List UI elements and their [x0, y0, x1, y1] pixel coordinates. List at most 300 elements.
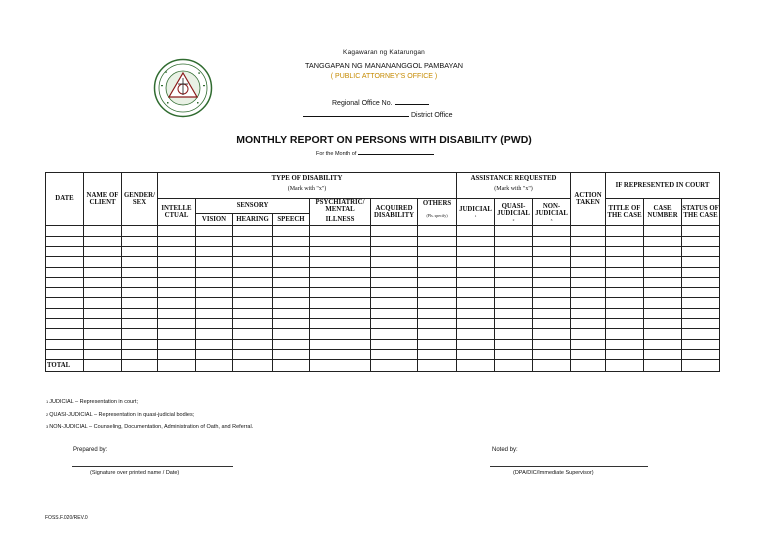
- regional-office-field[interactable]: [332, 98, 429, 107]
- table-row: [46, 277, 720, 287]
- table-cell[interactable]: [196, 339, 233, 349]
- table-row: [46, 329, 720, 339]
- table-row: [46, 298, 720, 308]
- assistance-requested-label: ASSISTANCE REQUESTED: [470, 175, 557, 182]
- table-cell[interactable]: [495, 267, 533, 277]
- table-cell[interactable]: [46, 226, 84, 236]
- table-cell[interactable]: [196, 318, 233, 328]
- col-group-if-represented: IF REPRESENTED IN COURT: [606, 173, 720, 199]
- table-cell[interactable]: [310, 226, 371, 236]
- table-cell[interactable]: [533, 349, 571, 359]
- table-cell[interactable]: [122, 318, 158, 328]
- col-case-number: CASE NUMBER: [644, 199, 682, 226]
- non-judicial-label: NON- JUDICIAL: [535, 202, 568, 218]
- table-cell[interactable]: [273, 288, 310, 298]
- table-cell[interactable]: [418, 308, 457, 318]
- table-cell[interactable]: [84, 288, 122, 298]
- office-name: ( PUBLIC ATTORNEY'S OFFICE ): [330, 73, 438, 80]
- prepared-by-caption: (Signature over printed name / Date): [90, 470, 180, 476]
- noted-by-label: Noted by:: [492, 447, 518, 453]
- table-cell[interactable]: [533, 267, 571, 277]
- table-cell[interactable]: [457, 257, 495, 267]
- table-cell[interactable]: [495, 318, 533, 328]
- table-cell[interactable]: [158, 288, 196, 298]
- total-cell[interactable]: [196, 360, 233, 372]
- table-cell[interactable]: [273, 349, 310, 359]
- table-cell[interactable]: [571, 257, 606, 267]
- footnote-number: 2: [46, 411, 49, 417]
- table-cell[interactable]: [457, 277, 495, 287]
- others-note: (Pls. specify): [426, 213, 448, 219]
- table-cell[interactable]: [571, 349, 606, 359]
- table-cell[interactable]: [495, 298, 533, 308]
- agency-name: TANGGAPAN NG MANANANGGOL PAMBAYAN: [305, 61, 463, 70]
- table-cell[interactable]: [122, 257, 158, 267]
- table-cell[interactable]: [371, 257, 418, 267]
- table-cell[interactable]: [682, 236, 720, 246]
- table-cell[interactable]: [84, 308, 122, 318]
- table-cell[interactable]: [273, 329, 310, 339]
- table-cell[interactable]: [606, 339, 644, 349]
- table-cell[interactable]: [371, 329, 418, 339]
- table-cell[interactable]: [682, 246, 720, 256]
- month-field[interactable]: [316, 150, 434, 157]
- col-date: DATE: [46, 173, 84, 226]
- table-cell[interactable]: [122, 246, 158, 256]
- table-cell[interactable]: [606, 267, 644, 277]
- table-cell[interactable]: [644, 277, 682, 287]
- form-code: FOSS.F.020/REV.0: [45, 515, 88, 521]
- table-cell[interactable]: [644, 226, 682, 236]
- table-cell[interactable]: [310, 329, 371, 339]
- judicial-footnote-mark: 1: [474, 213, 477, 218]
- table-cell[interactable]: [371, 298, 418, 308]
- table-cell[interactable]: [371, 288, 418, 298]
- table-cell[interactable]: [495, 329, 533, 339]
- table-cell[interactable]: [644, 329, 682, 339]
- table-cell[interactable]: [533, 236, 571, 246]
- table-cell[interactable]: [682, 318, 720, 328]
- table-cell[interactable]: [682, 329, 720, 339]
- table-cell[interactable]: [371, 267, 418, 277]
- district-office-field[interactable]: [303, 110, 453, 119]
- table-cell[interactable]: [273, 308, 310, 318]
- footnote-text: NON-JUDICIAL – Counseling, Documentation, Administration of Oath, and Referral.: [49, 424, 254, 431]
- month-blank[interactable]: [358, 150, 434, 155]
- table-cell[interactable]: [122, 288, 158, 298]
- table-cell[interactable]: [495, 246, 533, 256]
- table-cell[interactable]: [122, 277, 158, 287]
- table-cell[interactable]: [682, 298, 720, 308]
- table-cell[interactable]: [310, 318, 371, 328]
- table-cell[interactable]: [196, 246, 233, 256]
- table-cell[interactable]: [495, 349, 533, 359]
- table-cell[interactable]: [533, 318, 571, 328]
- prepared-by-signature-line[interactable]: [72, 466, 233, 467]
- total-cell[interactable]: [273, 360, 310, 372]
- table-cell[interactable]: [46, 288, 84, 298]
- table-cell[interactable]: [158, 339, 196, 349]
- table-cell[interactable]: [606, 349, 644, 359]
- table-cell[interactable]: [273, 257, 310, 267]
- table-row: [46, 339, 720, 349]
- table-body: [46, 226, 720, 360]
- table-cell[interactable]: [84, 236, 122, 246]
- noted-by-signature-line[interactable]: [490, 466, 648, 467]
- psychiatric-mental-label: PSYCHIATRIC/ MENTAL: [315, 199, 365, 214]
- table-cell[interactable]: [371, 349, 418, 359]
- table-cell[interactable]: [46, 329, 84, 339]
- pwd-report-table: [45, 172, 720, 372]
- table-cell[interactable]: [233, 339, 273, 349]
- table-cell[interactable]: [158, 246, 196, 256]
- table-row: [46, 349, 720, 359]
- total-cell[interactable]: [571, 360, 606, 372]
- table-cell[interactable]: [273, 339, 310, 349]
- table-cell[interactable]: [371, 246, 418, 256]
- table-cell[interactable]: [196, 236, 233, 246]
- table-cell[interactable]: [233, 298, 273, 308]
- table-cell[interactable]: [310, 349, 371, 359]
- month-label: For the Month of: [316, 151, 357, 157]
- district-office-label: District Office: [411, 112, 453, 119]
- table-cell[interactable]: [606, 246, 644, 256]
- table-cell[interactable]: [682, 308, 720, 318]
- district-office-blank[interactable]: [303, 110, 409, 117]
- table-cell[interactable]: [533, 257, 571, 267]
- table-cell[interactable]: [571, 329, 606, 339]
- table-cell[interactable]: [457, 339, 495, 349]
- table-cell[interactable]: [682, 288, 720, 298]
- table-cell[interactable]: [571, 308, 606, 318]
- table-cell[interactable]: [418, 288, 457, 298]
- table-cell[interactable]: [495, 257, 533, 267]
- table-cell[interactable]: [418, 226, 457, 236]
- table-cell[interactable]: [644, 318, 682, 328]
- table-cell[interactable]: [495, 339, 533, 349]
- table-cell[interactable]: [273, 246, 310, 256]
- table-cell[interactable]: [418, 246, 457, 256]
- table-row: [46, 318, 720, 328]
- table-cell[interactable]: [310, 246, 371, 256]
- col-group-type-of-disability: [158, 173, 457, 199]
- prepared-by-label: Prepared by:: [73, 447, 108, 453]
- table-cell[interactable]: [533, 329, 571, 339]
- table-cell[interactable]: [196, 226, 233, 236]
- table-cell[interactable]: [122, 339, 158, 349]
- table-cell[interactable]: [46, 246, 84, 256]
- table-cell[interactable]: [533, 308, 571, 318]
- table-cell[interactable]: [196, 329, 233, 339]
- table-cell[interactable]: [457, 308, 495, 318]
- total-cell[interactable]: [371, 360, 418, 372]
- total-cell[interactable]: [533, 360, 571, 372]
- footnotes: [46, 396, 253, 434]
- col-vision: VISION: [196, 214, 233, 226]
- total-cell[interactable]: [495, 360, 533, 372]
- table-cell[interactable]: [606, 257, 644, 267]
- table-cell[interactable]: [571, 288, 606, 298]
- table-cell[interactable]: [84, 277, 122, 287]
- table-cell[interactable]: [46, 308, 84, 318]
- table-cell[interactable]: [644, 246, 682, 256]
- table-cell[interactable]: [84, 267, 122, 277]
- table-cell[interactable]: [606, 236, 644, 246]
- table-cell[interactable]: [273, 298, 310, 308]
- table-cell[interactable]: [682, 257, 720, 267]
- table-cell[interactable]: [84, 298, 122, 308]
- table-cell[interactable]: [273, 277, 310, 287]
- regional-office-label: Regional Office No.: [332, 100, 393, 107]
- table-cell[interactable]: [273, 236, 310, 246]
- total-cell[interactable]: [158, 360, 196, 372]
- table-cell[interactable]: [457, 318, 495, 328]
- table-cell[interactable]: [457, 288, 495, 298]
- col-intellectual: INTELLE CTUAL: [158, 199, 196, 226]
- table-cell[interactable]: [682, 349, 720, 359]
- noted-by-caption: (DPA/DIC/Immediate Supervisor): [513, 470, 594, 476]
- report-title: MONTHLY REPORT ON PERSONS WITH DISABILITY (PWD): [236, 134, 532, 146]
- table-cell[interactable]: [533, 288, 571, 298]
- table-cell[interactable]: [46, 267, 84, 277]
- table-cell[interactable]: [122, 349, 158, 359]
- table-cell[interactable]: [371, 318, 418, 328]
- table-cell[interactable]: [233, 308, 273, 318]
- table-cell[interactable]: [233, 288, 273, 298]
- table-cell[interactable]: [644, 339, 682, 349]
- table-cell[interactable]: [233, 226, 273, 236]
- total-cell[interactable]: [644, 360, 682, 372]
- table-cell[interactable]: [571, 226, 606, 236]
- table-cell[interactable]: [158, 308, 196, 318]
- table-cell[interactable]: [457, 246, 495, 256]
- table-cell[interactable]: [84, 339, 122, 349]
- table-cell[interactable]: [571, 246, 606, 256]
- col-judicial: [457, 199, 495, 226]
- table-cell[interactable]: [158, 329, 196, 339]
- col-group-sensory: SENSORY: [196, 199, 310, 214]
- table-cell[interactable]: [310, 267, 371, 277]
- table-cell[interactable]: [233, 246, 273, 256]
- total-cell[interactable]: [84, 360, 122, 372]
- table-cell[interactable]: [533, 277, 571, 287]
- table-cell[interactable]: [233, 329, 273, 339]
- table-cell[interactable]: [606, 329, 644, 339]
- type-of-disability-label: TYPE OF DISABILITY: [271, 175, 343, 182]
- table-cell[interactable]: [196, 267, 233, 277]
- table-cell[interactable]: [371, 226, 418, 236]
- table-cell[interactable]: [233, 236, 273, 246]
- table-cell[interactable]: [84, 349, 122, 359]
- table-cell[interactable]: [158, 267, 196, 277]
- table-cell[interactable]: [418, 318, 457, 328]
- table-cell[interactable]: [644, 298, 682, 308]
- col-psychiatric-mental: [310, 199, 371, 214]
- table-cell[interactable]: [233, 257, 273, 267]
- col-quasi-judicial: [495, 199, 533, 226]
- table-cell[interactable]: [273, 226, 310, 236]
- table-cell[interactable]: [644, 308, 682, 318]
- table-cell[interactable]: [606, 298, 644, 308]
- table-cell[interactable]: [196, 257, 233, 267]
- table-cell[interactable]: [418, 257, 457, 267]
- table-cell[interactable]: [682, 277, 720, 287]
- total-cell[interactable]: [457, 360, 495, 372]
- table-cell[interactable]: [418, 349, 457, 359]
- table-cell[interactable]: [196, 277, 233, 287]
- table-cell[interactable]: [418, 298, 457, 308]
- table-cell[interactable]: [371, 339, 418, 349]
- table-cell[interactable]: [84, 246, 122, 256]
- table-cell[interactable]: [46, 318, 84, 328]
- table-cell[interactable]: [84, 329, 122, 339]
- regional-office-blank[interactable]: [395, 98, 429, 105]
- table-cell[interactable]: [46, 257, 84, 267]
- table-cell[interactable]: [571, 339, 606, 349]
- table-cell[interactable]: [196, 349, 233, 359]
- total-cell[interactable]: [233, 360, 273, 372]
- table-cell[interactable]: [495, 277, 533, 287]
- table-cell[interactable]: [644, 257, 682, 267]
- table-cell[interactable]: [457, 267, 495, 277]
- total-cell[interactable]: [122, 360, 158, 372]
- table-cell[interactable]: [310, 257, 371, 267]
- table-cell[interactable]: [233, 349, 273, 359]
- table-cell[interactable]: [457, 329, 495, 339]
- table-cell[interactable]: [273, 318, 310, 328]
- table-row: [46, 226, 720, 236]
- table-cell[interactable]: [46, 277, 84, 287]
- total-cell[interactable]: [606, 360, 644, 372]
- col-others: [418, 199, 457, 226]
- col-illness: ILLNESS: [310, 214, 371, 226]
- quasi-judicial-label: QUASI- JUDICIAL: [497, 202, 530, 218]
- table-cell[interactable]: [495, 236, 533, 246]
- table-cell[interactable]: [606, 308, 644, 318]
- table-row: [46, 257, 720, 267]
- table-cell[interactable]: [682, 339, 720, 349]
- judicial-label: JUDICIAL: [459, 206, 492, 214]
- table-cell[interactable]: [418, 236, 457, 246]
- table-cell[interactable]: [571, 236, 606, 246]
- table-cell[interactable]: [533, 298, 571, 308]
- table-cell[interactable]: [457, 226, 495, 236]
- table-cell[interactable]: [46, 298, 84, 308]
- table-cell[interactable]: [196, 298, 233, 308]
- footnote-non-judicial: [46, 421, 253, 434]
- table-cell[interactable]: [84, 226, 122, 236]
- table-cell[interactable]: [606, 288, 644, 298]
- table-cell[interactable]: [310, 277, 371, 287]
- total-cell[interactable]: [310, 360, 371, 372]
- table-cell[interactable]: [122, 236, 158, 246]
- department-name: Kagawaran ng Katarungan: [343, 49, 425, 56]
- table-cell[interactable]: [122, 267, 158, 277]
- table-cell[interactable]: [371, 277, 418, 287]
- table-cell[interactable]: [46, 236, 84, 246]
- table-cell[interactable]: [571, 267, 606, 277]
- table-cell[interactable]: [682, 267, 720, 277]
- table-cell[interactable]: [418, 277, 457, 287]
- table-cell[interactable]: [371, 308, 418, 318]
- table-cell[interactable]: [158, 257, 196, 267]
- table-cell[interactable]: [418, 329, 457, 339]
- table-cell[interactable]: [310, 339, 371, 349]
- col-name-of-client: NAME OF CLIENT: [84, 173, 122, 226]
- table-cell[interactable]: [122, 308, 158, 318]
- table-cell[interactable]: [196, 308, 233, 318]
- footnote-text: JUDICIAL – Representation in court;: [49, 399, 138, 405]
- table-cell[interactable]: [495, 226, 533, 236]
- table-cell[interactable]: [644, 267, 682, 277]
- table-cell[interactable]: [84, 257, 122, 267]
- table-cell[interactable]: [233, 267, 273, 277]
- table-cell[interactable]: [233, 318, 273, 328]
- assistance-mark-note: (Mark with "x"): [494, 186, 533, 193]
- table-cell[interactable]: [46, 349, 84, 359]
- table-cell[interactable]: [310, 288, 371, 298]
- table-cell[interactable]: [310, 308, 371, 318]
- table-cell[interactable]: [418, 339, 457, 349]
- table-cell[interactable]: [533, 226, 571, 236]
- table-cell[interactable]: [158, 236, 196, 246]
- table-cell[interactable]: [418, 267, 457, 277]
- table-cell[interactable]: [644, 288, 682, 298]
- table-cell[interactable]: [158, 277, 196, 287]
- table-cell[interactable]: [495, 308, 533, 318]
- table-cell[interactable]: [310, 236, 371, 246]
- table-cell[interactable]: [122, 298, 158, 308]
- table-cell[interactable]: [371, 236, 418, 246]
- table-cell[interactable]: [644, 349, 682, 359]
- table-cell[interactable]: [606, 226, 644, 236]
- table-cell[interactable]: [495, 288, 533, 298]
- table-cell[interactable]: [457, 298, 495, 308]
- table-cell[interactable]: [196, 288, 233, 298]
- table-row: [46, 246, 720, 256]
- total-cell[interactable]: [682, 360, 720, 372]
- table-cell[interactable]: [158, 349, 196, 359]
- others-label: OTHERS: [422, 200, 452, 207]
- table-cell[interactable]: [158, 298, 196, 308]
- non-judicial-footnote-mark: 3: [550, 217, 553, 222]
- table-cell[interactable]: [273, 267, 310, 277]
- table-cell[interactable]: [571, 318, 606, 328]
- table-cell[interactable]: [158, 318, 196, 328]
- table-cell[interactable]: [533, 246, 571, 256]
- table-cell[interactable]: [84, 318, 122, 328]
- table-cell[interactable]: [46, 339, 84, 349]
- total-cell[interactable]: [418, 360, 457, 372]
- table-cell[interactable]: [606, 318, 644, 328]
- table-row: [46, 288, 720, 298]
- table-cell[interactable]: [122, 226, 158, 236]
- table-cell[interactable]: [533, 339, 571, 349]
- table-cell[interactable]: [158, 226, 196, 236]
- table-cell[interactable]: [571, 277, 606, 287]
- table-cell[interactable]: [571, 298, 606, 308]
- table-cell[interactable]: [606, 277, 644, 287]
- table-cell[interactable]: [644, 236, 682, 246]
- table-cell[interactable]: [457, 236, 495, 246]
- table-cell[interactable]: [682, 226, 720, 236]
- table-cell[interactable]: [233, 277, 273, 287]
- table-cell[interactable]: [310, 298, 371, 308]
- table-row: [46, 308, 720, 318]
- table-cell[interactable]: [122, 329, 158, 339]
- col-gender-sex: GENDER/ SEX: [122, 173, 158, 226]
- table-cell[interactable]: [457, 349, 495, 359]
